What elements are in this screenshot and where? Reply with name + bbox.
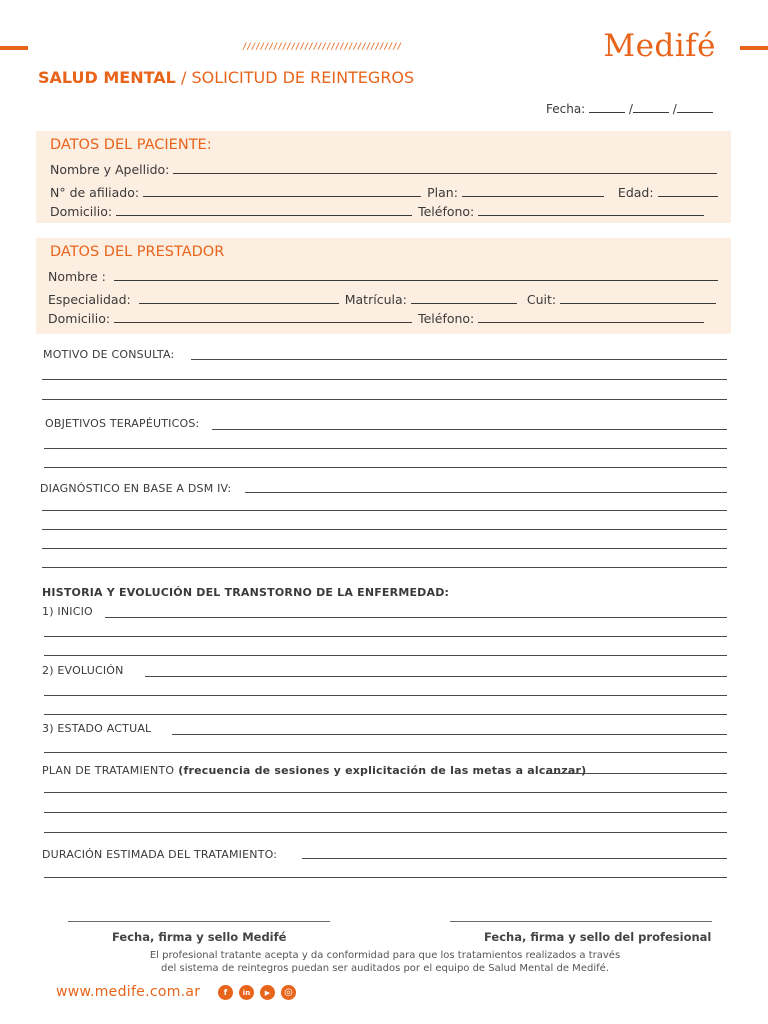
paciente-telefono-line[interactable] (478, 215, 704, 216)
disclaimer-line-1: El profesional tratante acepta y da conformidad para que los tratamientos realizados a través (149, 950, 621, 961)
diagnostico-label: DIAGNÓSTICO EN BASE A DSM IV: (40, 482, 232, 495)
estado-actual-line-1[interactable] (172, 734, 727, 735)
youtube-icon[interactable]: ▶ (260, 985, 275, 1000)
paciente-domicilio-row[interactable] (50, 204, 704, 219)
estado-actual-line-2[interactable] (44, 752, 727, 753)
page-title-rest: / SOLICITUD DE REINTEGROS (175, 68, 415, 87)
paciente-afiliado-row[interactable] (50, 185, 718, 200)
prestador-especialidad-label: Especialidad: (48, 292, 131, 307)
plan-tratamiento-line-2[interactable] (44, 792, 727, 793)
linkedin-icon[interactable]: in (239, 985, 254, 1000)
fecha-sep-2: / (672, 102, 677, 116)
objetivos-line-3[interactable] (44, 467, 727, 468)
disclaimer-line-2: del sistema de reintegros puedan ser auditados por el equipo de Salud Mental de Medifé. (161, 963, 609, 974)
medife-logo: Medifé (603, 28, 716, 64)
prestador-domicilio-label: Domicilio: (48, 311, 111, 326)
instagram-icon[interactable]: ◎ (281, 985, 296, 1000)
prestador-domicilio-row[interactable] (48, 311, 704, 326)
header-right-bar (740, 46, 768, 50)
prestador-telefono-line[interactable] (478, 322, 704, 323)
prestador-cuit-label: Cuit: (526, 292, 557, 307)
fecha-day-blank[interactable] (589, 102, 625, 113)
objetivos-line-2[interactable] (44, 448, 727, 449)
paciente-afiliado-line[interactable] (143, 196, 421, 197)
duracion-line-1[interactable] (302, 858, 727, 859)
plan-tratamiento-label (42, 764, 586, 777)
header-left-bar (0, 46, 28, 50)
motivo-line-2[interactable] (42, 379, 727, 380)
website-link[interactable]: www.medife.com.ar (56, 984, 201, 1000)
facebook-icon[interactable]: f (218, 985, 233, 1000)
historia-heading: HISTORIA Y EVOLUCIÓN DEL TRANSTORNO DE LA ENFERMEDAD: (42, 586, 450, 599)
page-title (38, 68, 414, 87)
motivo-line-1[interactable] (191, 359, 727, 360)
inicio-line-2[interactable] (44, 636, 727, 637)
duracion-line-2[interactable] (44, 877, 727, 878)
diagnostico-line-5[interactable] (42, 567, 727, 568)
paciente-domicilio-label: Domicilio: (50, 204, 113, 219)
plan-tratamiento-line-3[interactable] (44, 812, 727, 813)
medife-signature-label: Fecha, firma y sello Medifé (112, 930, 287, 944)
motivo-label: MOTIVO DE CONSULTA: (43, 348, 175, 361)
estado-actual-label: 3) ESTADO ACTUAL (42, 722, 152, 735)
prestador-matricula-label: Matrícula: (344, 292, 407, 307)
plan-tratamiento-line-4[interactable] (44, 832, 727, 833)
paciente-nombre-label: Nombre y Apellido: (50, 162, 170, 177)
prestador-telefono-label: Teléfono: (418, 311, 475, 326)
paciente-edad-line[interactable] (658, 196, 718, 197)
motivo-line-3[interactable] (42, 399, 727, 400)
prestador-especialidad-line[interactable] (139, 303, 339, 304)
evolucion-line-3[interactable] (44, 714, 727, 715)
evolucion-label: 2) EVOLUCIÓN (42, 664, 124, 677)
paciente-nombre-line[interactable] (173, 173, 717, 174)
diagnostico-line-4[interactable] (42, 548, 727, 549)
prestador-nombre-line[interactable] (114, 280, 718, 281)
fecha-year-blank[interactable] (677, 102, 713, 113)
prestador-matricula-line[interactable] (411, 303, 517, 304)
paciente-plan-line[interactable] (462, 196, 604, 197)
inicio-label: 1) INICIO (42, 605, 93, 618)
paciente-afiliado-label: N° de afiliado: (50, 185, 140, 200)
diagnostico-line-2[interactable] (42, 510, 727, 511)
paciente-domicilio-line[interactable] (116, 215, 412, 216)
plan-tratamiento-label-main: PLAN DE TRATAMIENTO (42, 764, 175, 777)
profesional-signature-label: Fecha, firma y sello del profesional (484, 930, 712, 944)
medife-signature-line[interactable] (68, 921, 330, 922)
objetivos-line-1[interactable] (212, 429, 727, 430)
prestador-domicilio-line[interactable] (114, 322, 412, 323)
diagnostico-line-1[interactable] (245, 492, 727, 493)
inicio-line-1[interactable] (105, 617, 727, 618)
objetivos-label: OBJETIVOS TERAPÉUTICOS: (45, 417, 200, 430)
prestador-nombre-label: Nombre : (48, 269, 106, 284)
plan-tratamiento-label-detail: (frecuencia de sesiones y explicitación de las metas a alcanzar) (174, 764, 587, 777)
paciente-telefono-label: Teléfono: (418, 204, 475, 219)
prestador-cuit-line[interactable] (560, 303, 716, 304)
fecha-month-blank[interactable] (633, 102, 669, 113)
paciente-nombre-row[interactable] (50, 162, 717, 177)
page-title-bold: SALUD MENTAL (38, 68, 176, 87)
fecha-field[interactable] (546, 102, 713, 116)
diagnostico-line-3[interactable] (42, 529, 727, 530)
paciente-plan-label: Plan: (427, 185, 458, 200)
fecha-label: Fecha: (546, 102, 586, 116)
header-hatch-decoration: //////////////////////////////////// (242, 42, 402, 52)
profesional-signature-line[interactable] (450, 921, 712, 922)
inicio-line-3[interactable] (44, 655, 727, 656)
disclaimer (120, 949, 650, 975)
fecha-sep-1: / (628, 102, 633, 116)
plan-tratamiento-line-1[interactable] (546, 773, 727, 774)
prestador-panel-title: DATOS DEL PRESTADOR (50, 244, 225, 260)
paciente-edad-label: Edad: (617, 185, 654, 200)
duracion-label: DURACIÓN ESTIMADA DEL TRATAMIENTO: (42, 848, 278, 861)
prestador-especialidad-row[interactable] (48, 292, 716, 307)
prestador-nombre-row[interactable] (48, 269, 718, 284)
evolucion-line-2[interactable] (44, 695, 727, 696)
evolucion-line-1[interactable] (145, 676, 727, 677)
paciente-panel-title: DATOS DEL PACIENTE: (50, 137, 212, 153)
